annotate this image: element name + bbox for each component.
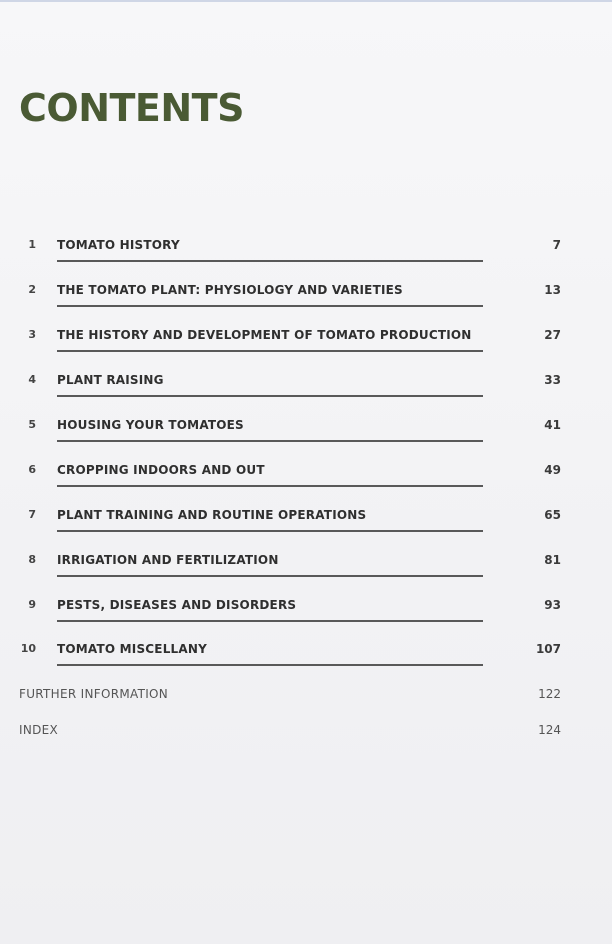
chapter-page-number: 27: [544, 328, 561, 342]
divider-rule: [57, 260, 483, 262]
chapter-title: THE TOMATO PLANT: PHYSIOLOGY AND VARIETIES: [57, 283, 403, 297]
chapter-page-number: 7: [552, 238, 561, 252]
chapter-page-number: 93: [544, 598, 561, 612]
chapter-page-number: 81: [544, 553, 561, 567]
divider-rule: [57, 350, 483, 352]
toc-entry-chapter-4[interactable]: [0, 373, 612, 403]
divider-rule: [57, 485, 483, 487]
toc-entry-chapter-2[interactable]: [0, 283, 612, 313]
chapter-title: IRRIGATION AND FERTILIZATION: [57, 553, 279, 567]
chapter-title: PLANT RAISING: [57, 373, 164, 387]
chapter-number: 1: [28, 238, 36, 251]
chapter-title: TOMATO HISTORY: [57, 238, 180, 252]
chapter-number: 6: [28, 463, 36, 476]
chapter-number: 4: [28, 373, 36, 386]
toc-entry-chapter-8[interactable]: [0, 553, 612, 583]
chapter-number: 3: [28, 328, 36, 341]
toc-entry-further-information[interactable]: [0, 687, 612, 707]
section-page-number: 124: [538, 723, 561, 737]
chapter-number: 10: [20, 642, 36, 655]
chapter-page-number: 13: [544, 283, 561, 297]
toc-entry-chapter-5[interactable]: [0, 418, 612, 448]
toc-entry-chapter-1[interactable]: [0, 238, 612, 268]
divider-rule: [57, 305, 483, 307]
chapter-title: PLANT TRAINING AND ROUTINE OPERATIONS: [57, 508, 367, 522]
chapter-title: CROPPING INDOORS AND OUT: [57, 463, 265, 477]
section-title: FURTHER INFORMATION: [19, 687, 169, 701]
chapter-number: 9: [28, 598, 36, 611]
chapter-number: 5: [28, 418, 36, 431]
chapter-title: PESTS, DISEASES AND DISORDERS: [57, 598, 297, 612]
chapter-title: THE HISTORY AND DEVELOPMENT OF TOMATO PRODUCTION: [57, 328, 472, 342]
section-page-number: 122: [538, 687, 561, 701]
chapter-page-number: 107: [535, 642, 561, 656]
chapter-page-number: 41: [544, 418, 561, 432]
toc-entry-index[interactable]: [0, 723, 612, 743]
toc-entry-chapter-10[interactable]: [0, 642, 612, 672]
toc-entry-chapter-3[interactable]: [0, 328, 612, 358]
toc-entry-chapter-7[interactable]: [0, 508, 612, 538]
section-title: INDEX: [19, 723, 59, 737]
toc-entry-chapter-6[interactable]: [0, 463, 612, 493]
chapter-number: 7: [28, 508, 36, 521]
page-title: CONTENTS: [19, 86, 244, 130]
chapter-number: 8: [28, 553, 36, 566]
chapter-title: TOMATO MISCELLANY: [57, 642, 208, 656]
divider-rule: [57, 395, 483, 397]
divider-rule: [57, 530, 483, 532]
divider-rule: [57, 664, 483, 666]
toc-entry-chapter-9[interactable]: [0, 598, 612, 628]
divider-rule: [57, 440, 483, 442]
chapter-page-number: 33: [544, 373, 561, 387]
chapter-title: HOUSING YOUR TOMATOES: [57, 418, 244, 432]
divider-rule: [57, 575, 483, 577]
chapter-page-number: 49: [544, 463, 561, 477]
divider-rule: [57, 620, 483, 622]
chapter-number: 2: [28, 283, 36, 296]
chapter-page-number: 65: [544, 508, 561, 522]
